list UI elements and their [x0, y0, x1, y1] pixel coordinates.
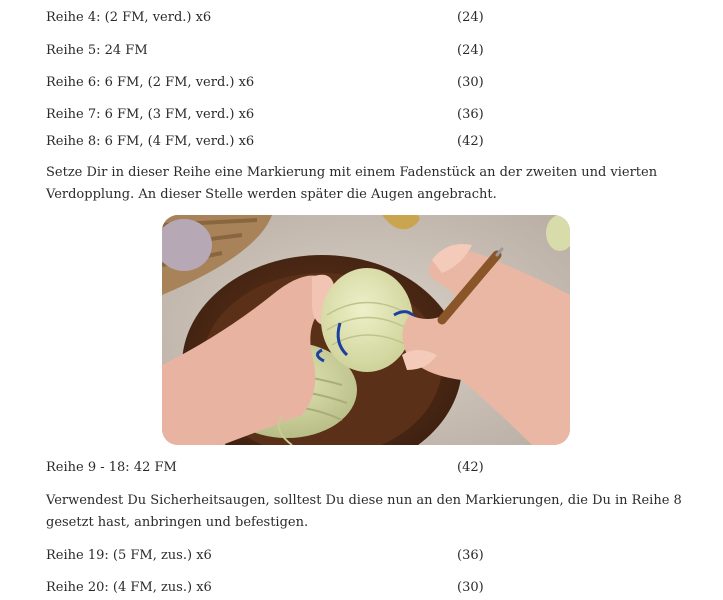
stitch-count: (36)	[457, 107, 484, 122]
pattern-row	[46, 73, 686, 93]
pattern-row	[46, 41, 686, 61]
pattern-row	[46, 132, 686, 152]
eyes-note: Verwendest Du Sicherheitsaugen, solltest Du diese nun an den Markierungen, die Du in Reihe 8 gesetzt hast, anbringen und befestigen.	[46, 493, 682, 530]
row-instruction: Reihe 6: 6 FM, (2 FM, verd.) x6	[46, 75, 255, 90]
stitch-count: (42)	[457, 460, 484, 475]
row-instruction: Reihe 8: 6 FM, (4 FM, verd.) x6	[46, 134, 255, 149]
pattern-row	[46, 8, 686, 28]
row-instruction: Reihe 20: (4 FM, zus.) x6	[46, 580, 212, 595]
row-instruction: Reihe 7: 6 FM, (3 FM, verd.) x6	[46, 107, 255, 122]
stitch-count: (24)	[457, 43, 484, 58]
row-instruction: Reihe 9 - 18: 42 FM	[46, 460, 177, 475]
pattern-row	[46, 105, 686, 125]
row-instruction: Reihe 4: (2 FM, verd.) x6	[46, 10, 212, 25]
pattern-row	[46, 546, 686, 566]
row-instruction: Reihe 19: (5 FM, zus.) x6	[46, 548, 212, 563]
stitch-count: (30)	[457, 580, 484, 595]
stitch-count: (42)	[457, 134, 484, 149]
pattern-row	[46, 458, 686, 478]
row-instruction: Reihe 5: 24 FM	[46, 43, 148, 58]
marker-note: Setze Dir in dieser Reihe eine Markierung mit einem Fadenstück an der zweiten und vierten Verdopplung. An dieser Stelle werden später die Augen angebracht.	[46, 165, 658, 202]
stitch-count: (30)	[457, 75, 484, 90]
stitch-count: (24)	[457, 10, 484, 25]
crochet-photo	[162, 215, 570, 445]
stitch-count: (36)	[457, 548, 484, 563]
pattern-row	[46, 578, 686, 598]
